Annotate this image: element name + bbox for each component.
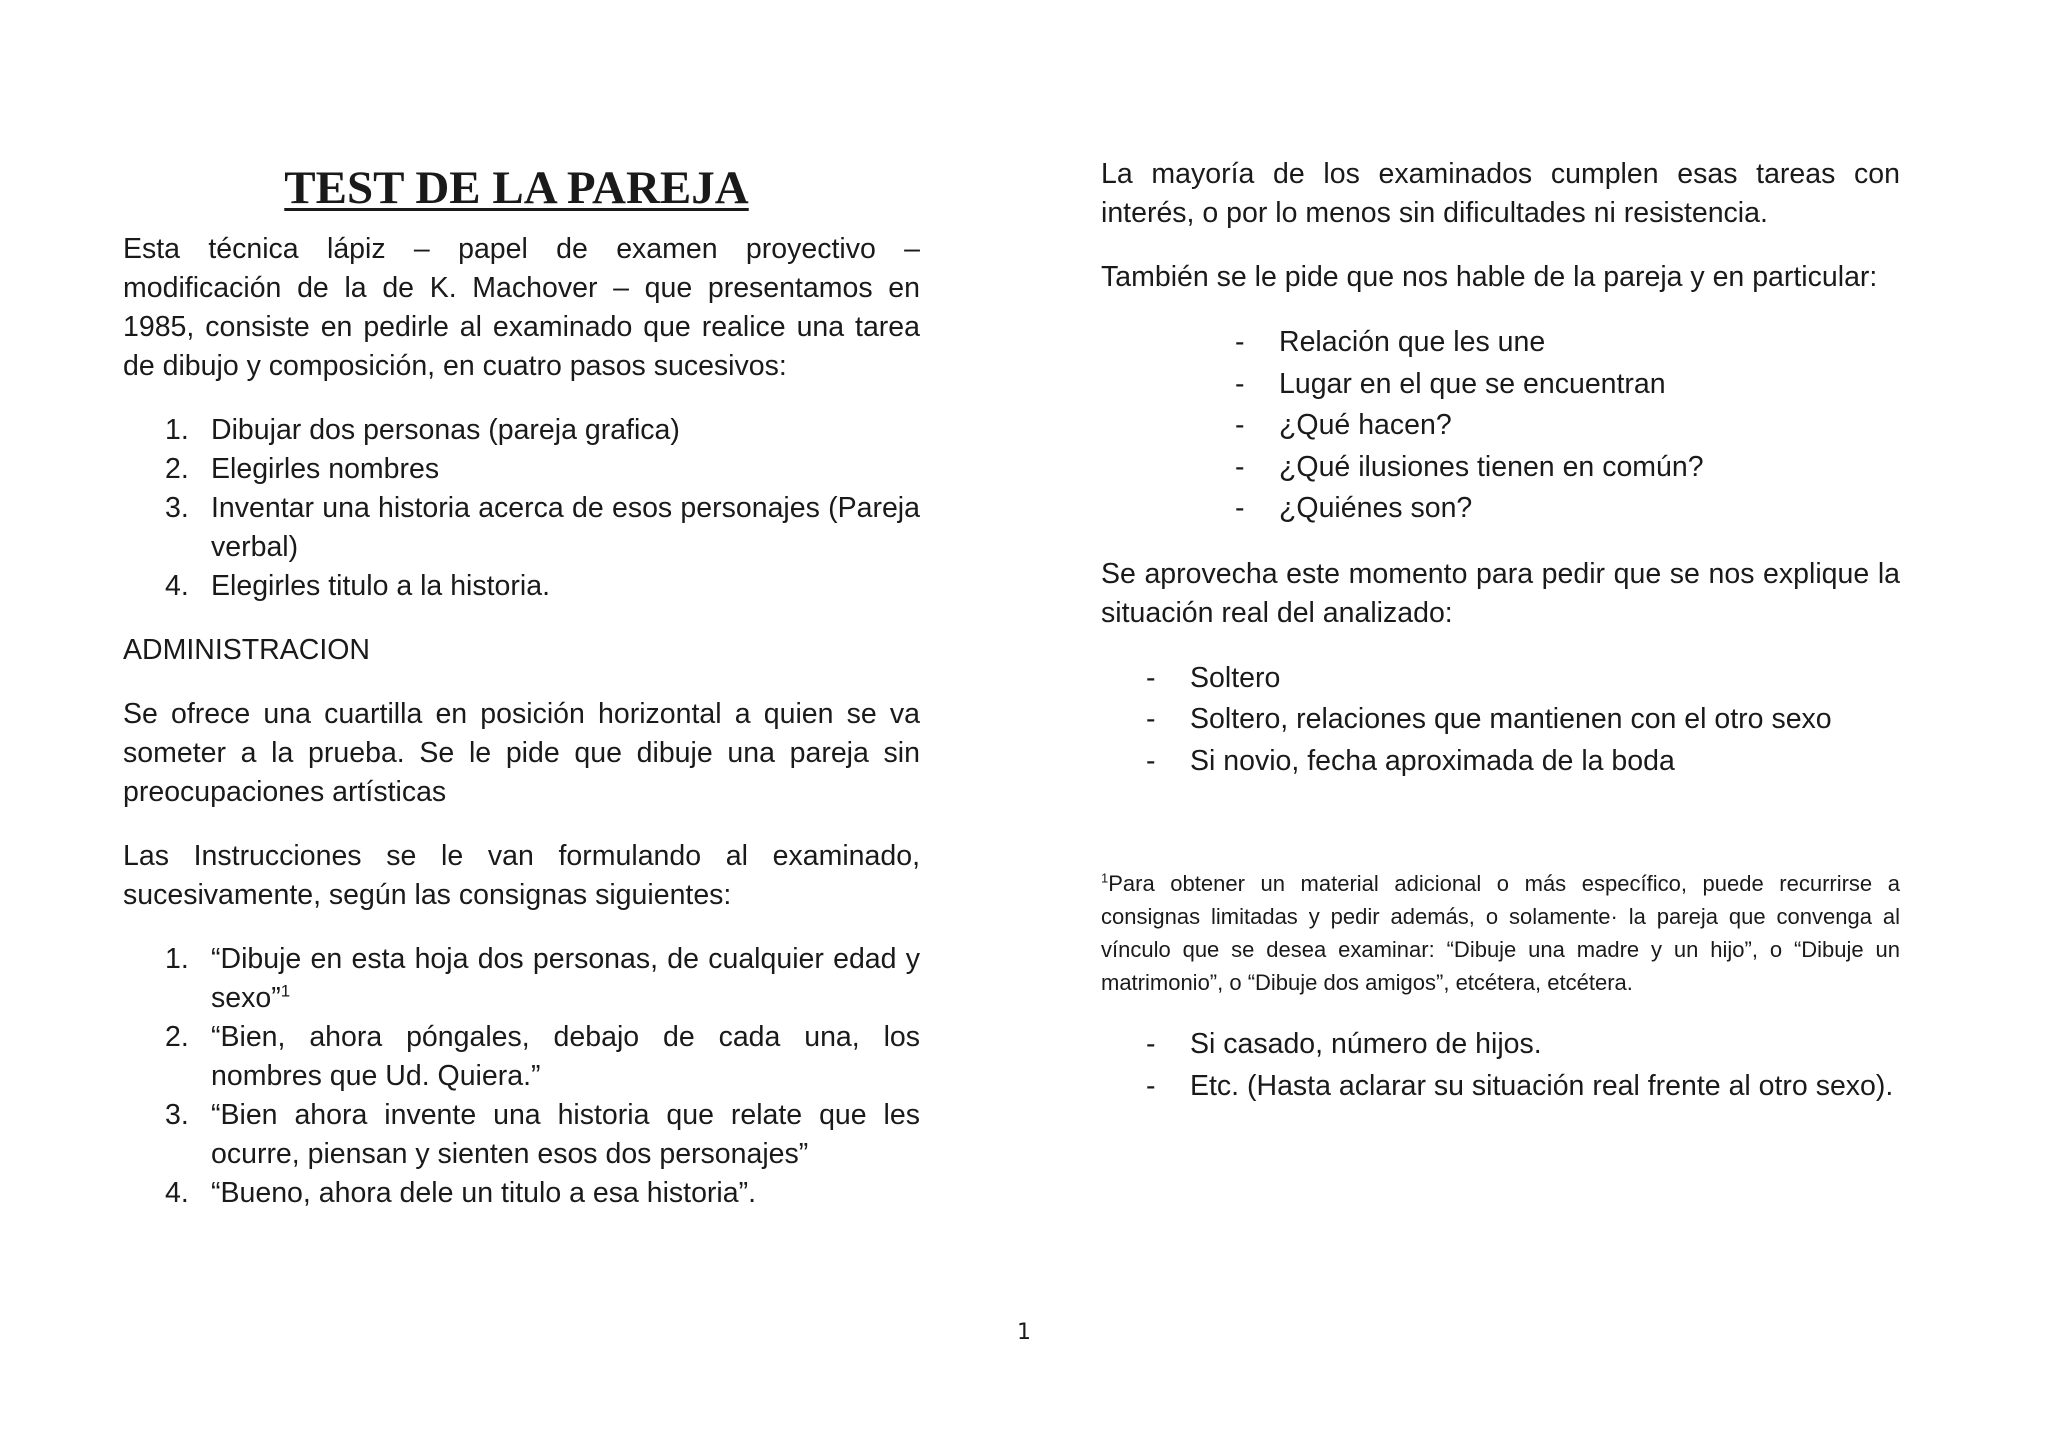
list-item-text: Elegirles nombres — [211, 453, 440, 485]
list-item-text: Dibujar dos personas (pareja grafica) — [211, 414, 680, 446]
list-item-text: “Dibuje en esta hoja dos personas, de cualquier edad y sexo” — [211, 943, 920, 1014]
list-item-text: Etc. (Hasta aclarar su situación real frente al otro sexo). — [1190, 1069, 1894, 1102]
list-item-text: “Bueno, ahora dele un titulo a esa historia”. — [211, 1177, 757, 1209]
right-paragraph-2: También se le pide que nos hable de la pareja y en particular: — [1101, 261, 1878, 293]
list-number: 2. — [165, 453, 189, 485]
section-heading-administracion: ADMINISTRACION — [123, 634, 371, 666]
list-item — [1235, 322, 1900, 364]
list-number: 2. — [165, 1021, 189, 1053]
list-item-text: Si novio, fecha aproximada de la boda — [1190, 744, 1675, 777]
questions-list — [1101, 322, 1900, 530]
dash-marker: - — [1146, 744, 1156, 777]
list-item — [165, 940, 920, 1018]
list-item-text: Relación que les une — [1279, 326, 1546, 358]
list-item-text: ¿Quiénes son? — [1279, 492, 1473, 524]
footnote-mark: 1 — [1101, 870, 1109, 886]
footnote-reference[interactable]: 1 — [280, 981, 291, 1001]
list-item-text: Inventar una historia acerca de esos personajes (Pareja verbal) — [211, 492, 920, 563]
list-item — [165, 411, 920, 450]
steps-list — [123, 411, 920, 606]
right-column — [1101, 155, 1900, 1132]
list-number: 3. — [165, 492, 189, 524]
dash-marker: - — [1235, 409, 1245, 441]
list-number: 1. — [165, 943, 189, 975]
right-paragraph-1: La mayoría de los examinados cumplen esas tareas con interés, o por lo menos sin dificultades ni resistencia. — [1101, 158, 1900, 229]
page-number: 1 — [1017, 1320, 1031, 1345]
dash-marker: - — [1146, 703, 1156, 735]
dash-marker: - — [1235, 367, 1245, 400]
dash-marker: - — [1235, 326, 1245, 358]
list-item-text: ¿Qué hacen? — [1279, 409, 1452, 441]
list-item — [1146, 1024, 1900, 1066]
list-number: 1. — [165, 414, 189, 446]
administration-paragraph: Se ofrece una cuartilla en posición horizontal a quien se va someter a la prueba. Se le pide que dibuje una pareja sin preocupaciones artísticas — [123, 698, 920, 808]
page-title: TEST DE LA PAREJA — [284, 162, 749, 214]
list-item-text: Lugar en el que se encuentran — [1279, 367, 1666, 400]
list-item — [1235, 447, 1900, 489]
list-item — [1235, 364, 1900, 406]
list-item — [165, 489, 920, 567]
dash-marker: - — [1146, 1028, 1156, 1060]
status-list-continued — [1101, 1024, 1900, 1107]
instructions-intro-paragraph: Las Instrucciones se le van formulando al examinado, sucesivamente, según las consignas siguientes: — [123, 840, 920, 911]
list-item-text: Soltero, relaciones que mantienen con el otro sexo — [1190, 703, 1832, 735]
list-item — [1235, 488, 1900, 530]
list-item-text: ¿Qué ilusiones tienen en común? — [1279, 450, 1704, 483]
list-item-text: “Bien ahora invente una historia que relate que les ocurre, piensan y sienten esos dos personajes” — [211, 1099, 920, 1170]
list-item — [1146, 741, 1900, 783]
dash-marker: - — [1235, 492, 1245, 524]
list-item — [1146, 699, 1900, 741]
footnote-text: Para obtener un material adicional o más específico, puede recurrirse a consignas limitadas y pedir además, o solamente· la pareja que convenga al vínculo que se desea examinar: “Dibuje una madre y un hijo”, o “Dibuje un matrimonio”, o “Dibuje dos amigos”, etcétera, etcétera. — [1101, 871, 1900, 995]
footnote — [1101, 867, 1900, 999]
spacer — [1101, 807, 1900, 867]
status-list — [1101, 658, 1900, 783]
dash-marker: - — [1235, 450, 1245, 483]
right-paragraph-3: Se aprovecha este momento para pedir que se nos explique la situación real del analizado: — [1101, 557, 1900, 629]
list-item — [1235, 405, 1900, 447]
list-number: 4. — [165, 570, 189, 602]
list-item-text: Soltero — [1190, 661, 1281, 694]
list-item — [165, 567, 920, 606]
list-item — [165, 1174, 920, 1213]
list-item-text: Si casado, número de hijos. — [1190, 1028, 1542, 1060]
intro-paragraph: Esta técnica lápiz – papel de examen proyectivo – modificación de la de K. Machover – que presentamos en 1985, consiste en pedirle al examinado que realice una tarea de dibujo y composición, en cuatro pasos sucesivos: — [123, 233, 920, 382]
list-item — [1146, 658, 1900, 700]
dash-marker: - — [1146, 1069, 1156, 1102]
list-item — [165, 1096, 920, 1174]
list-number: 3. — [165, 1099, 189, 1131]
list-item — [165, 450, 920, 489]
list-item-text: “Bien, ahora póngales, debajo de cada una, los nombres que Ud. Quiera.” — [211, 1021, 920, 1092]
list-item — [1146, 1066, 1900, 1108]
list-number: 4. — [165, 1177, 189, 1209]
instructions-list — [123, 940, 920, 1213]
list-item-text: Elegirles titulo a la historia. — [211, 570, 550, 602]
dash-marker: - — [1146, 661, 1156, 694]
list-item — [165, 1018, 920, 1096]
left-column — [123, 160, 920, 1238]
